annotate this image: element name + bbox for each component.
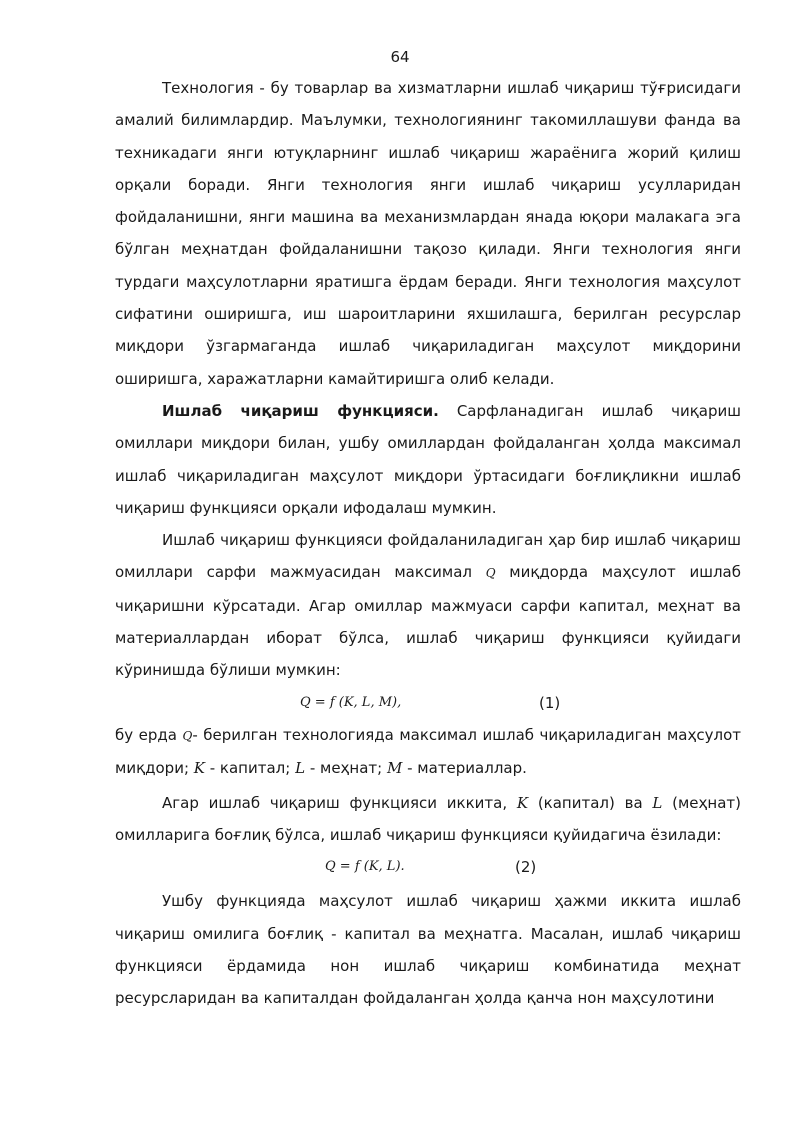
paragraph-function-definition bbox=[115, 524, 741, 686]
formula-1-number: (1) bbox=[539, 693, 561, 712]
formula-1-line bbox=[115, 687, 741, 719]
paragraph-text: - меҳнат; bbox=[305, 759, 387, 778]
section-heading: Ишлаб чиқариш функцияси. bbox=[162, 401, 439, 420]
formula-1: Q = f (K, L, M), bbox=[300, 694, 402, 710]
variable-q: Q bbox=[485, 566, 496, 581]
paragraph-text: миқдорда маҳсулот ишлаб чиқаришни кўрсатади. Агар омиллар мажмуаси сарфи капитал, меҳнат ва материаллардан иборат бўлса, ишлаб чиқариш функцияси қуйидаги кўринишда бўлиши мумкин: bbox=[115, 563, 741, 680]
paragraph-text: (меҳнат) омилларига боғлиқ бўлса, ишлаб чиқариш функцияси қуйидагича ёзилади: bbox=[115, 793, 741, 844]
variable-m: M bbox=[387, 759, 403, 778]
paragraph-production-function bbox=[115, 395, 741, 524]
variable-k: K bbox=[516, 793, 529, 812]
paragraph-text: Сарфланадиган ишлаб чиқариш омиллари миқдори билан, ушбу омиллардан фойдаланган ҳолда максимал ишлаб чиқариладиган маҳсулот миқдори ўртасидаги боғлиқликни ишлаб чиқариш функцияси орқали ифодалаш мумкин. bbox=[115, 401, 741, 517]
page-number: 64 bbox=[390, 48, 410, 66]
formula-2: Q = f (K, L). bbox=[325, 859, 405, 875]
paragraph-text: бу ерда bbox=[115, 725, 183, 744]
document-body bbox=[115, 72, 741, 1015]
paragraph-text: - материаллар. bbox=[402, 759, 527, 778]
paragraph-two-factors bbox=[115, 787, 741, 852]
variable-l: L bbox=[652, 793, 663, 812]
paragraph-text: - капитал; bbox=[204, 759, 296, 778]
variable-k: K bbox=[193, 759, 205, 778]
paragraph-text: - берилган технологияда максимал ишлаб чиқариладиган маҳсулот миқдори; bbox=[115, 725, 741, 778]
paragraph-text: Агар ишлаб чиқариш функцияси иккита, bbox=[162, 793, 517, 812]
variable-q: Q bbox=[182, 728, 193, 743]
paragraph-text: (капитал) ва bbox=[528, 793, 653, 812]
paragraph-example: Ушбу функцияда маҳсулот ишлаб чиқариш ҳажми иккита ишлаб чиқариш омилига боғлиқ - капитал ва меҳнатга. Масалан, ишлаб чиқариш функцияси ёрдамида нон ишлаб чиқариш комбинатида меҳнат ресурсларидан ва капиталдан фойдаланган ҳолда қанча нон маҳсулотини bbox=[115, 892, 741, 1008]
formula-2-line bbox=[115, 851, 741, 883]
formula-2-number: (2) bbox=[515, 858, 537, 877]
paragraph-where bbox=[115, 719, 741, 785]
paragraph-text: Ишлаб чиқариш функцияси фойдаланиладиган ҳар бир ишлаб чиқариш омиллари сарфи мажмуасидан максимал bbox=[115, 531, 741, 582]
variable-l: L bbox=[295, 759, 306, 778]
paragraph-technology: Технология - бу товарлар ва хизматларни ишлаб чиқариш тўғрисидаги амалий билимлардир. Маълумки, технологиянинг такомиллашуви фанда ва техникадаги янги ютуқларнинг ишлаб чиқариш жараёнига жорий қилиш орқали боради. Янги технология янги ишлаб чиқариш усулларидан фойдаланишни, янги машина ва механизмлардан янада юқори малакага эга бўлган меҳнатдан фойдаланишни тақозо қилади. Янги технология янги турдаги маҳсулотларни яратишга ёрдам беради. Янги технология маҳсулот сифатини оширишга, иш шароитларини яхшилашга, берилган ресурслар миқдори ўзгармаганда ишлаб чиқариладиган маҳсулот миқдорини оширишга, харажатларни камайтиришга олиб келади. bbox=[115, 79, 741, 388]
